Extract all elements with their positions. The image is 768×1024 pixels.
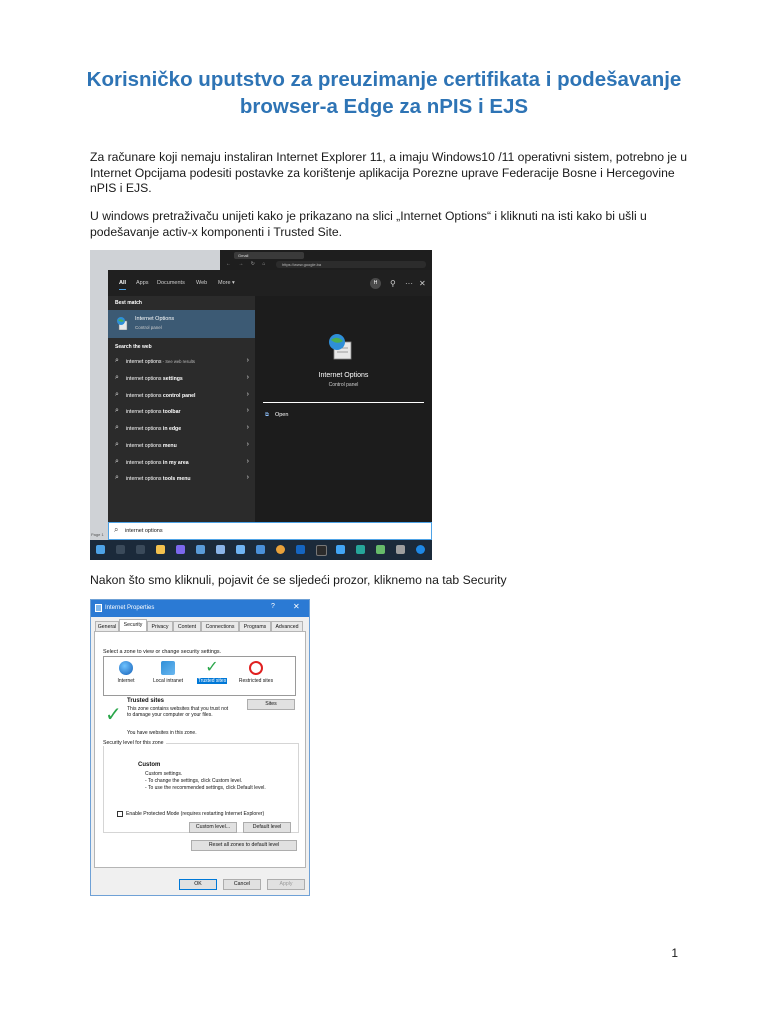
tab-more[interactable]: More ▾ bbox=[218, 280, 235, 286]
web-result-label: internet options in my area bbox=[126, 460, 189, 466]
zone-trusted-sites[interactable] bbox=[192, 661, 232, 684]
chevron-right-icon: › bbox=[246, 458, 249, 465]
tab-privacy[interactable]: Privacy bbox=[147, 621, 173, 631]
search-icon: ⌕ bbox=[114, 525, 119, 534]
task-view-icon[interactable] bbox=[136, 545, 145, 554]
internet-options-icon bbox=[116, 316, 128, 330]
close-icon[interactable]: ✕ bbox=[419, 279, 426, 288]
preview-divider bbox=[263, 402, 424, 403]
custom-line: - To use the recommended settings, click Default level. bbox=[145, 785, 266, 791]
zone-restricted-sites[interactable] bbox=[236, 661, 276, 684]
search-icon: ⌕ bbox=[115, 374, 119, 381]
web-result-item[interactable] bbox=[108, 371, 255, 387]
default-level-button[interactable]: Default level bbox=[243, 822, 291, 833]
instruction-paragraph: U windows pretraživaču unijeti kako je prikazano na slici „Internet Options“ i kliknuti na isti kako bi ušli u podešavanje activ-x komponenti i Trusted Site. bbox=[90, 209, 647, 239]
trusted-sites-description: This zone contains websites that you trust not to damage your computer or your files. bbox=[127, 706, 229, 718]
protected-mode-checkbox[interactable] bbox=[117, 811, 123, 817]
best-match-internet-options[interactable] bbox=[108, 310, 255, 338]
search-input[interactable] bbox=[108, 522, 432, 540]
trusted-sites-note: You have websites in this zone. bbox=[127, 730, 197, 736]
checkmark-icon: ✓ bbox=[105, 704, 122, 726]
search-icon: ⌕ bbox=[115, 424, 119, 431]
search-icon: ⌕ bbox=[115, 441, 119, 448]
search-query: internet options bbox=[125, 528, 163, 534]
web-result-label: internet options control panel bbox=[126, 393, 196, 399]
word-icon[interactable] bbox=[256, 545, 265, 554]
dialog-titlebar bbox=[91, 600, 309, 617]
chevron-right-icon: › bbox=[246, 391, 249, 398]
cancel-button[interactable]: Cancel bbox=[223, 879, 261, 890]
more-options-icon[interactable]: ··· bbox=[405, 279, 413, 288]
best-match-label: Best match bbox=[115, 300, 142, 306]
title-line-2: browser-a Edge za nPIS i EJS bbox=[239, 95, 529, 118]
close-button[interactable]: ✕ bbox=[293, 602, 300, 611]
search-scope-tabs bbox=[108, 270, 432, 296]
zone-prompt: Select a zone to view or change security settings. bbox=[103, 649, 222, 655]
sites-button[interactable]: Sites bbox=[247, 699, 295, 710]
browser-tab[interactable]: Gmail bbox=[234, 252, 304, 259]
apply-button[interactable]: Apply bbox=[267, 879, 305, 890]
page-number: 1 bbox=[671, 946, 678, 960]
ok-button[interactable]: OK bbox=[179, 879, 217, 890]
web-result-label: internet options toolbar bbox=[126, 409, 181, 415]
app-icon[interactable] bbox=[356, 545, 365, 554]
open-icon: ⧉ bbox=[265, 412, 269, 418]
result-preview bbox=[255, 296, 432, 522]
browser-nav-icons[interactable]: ← → ↻ ⌂ bbox=[226, 261, 269, 267]
chevron-right-icon: › bbox=[246, 407, 249, 414]
trusted-sites-title: Trusted sites bbox=[127, 698, 165, 704]
search-icon: ⌕ bbox=[115, 474, 119, 481]
web-result-item[interactable] bbox=[108, 354, 255, 370]
web-result-label: internet options menu bbox=[126, 443, 177, 449]
web-result-label: internet options - See web results bbox=[126, 359, 195, 365]
taskbar bbox=[90, 540, 432, 560]
protected-mode-label: Enable Protected Mode (requires restarting Internet Explorer) bbox=[126, 811, 265, 817]
tab-web[interactable]: Web bbox=[196, 280, 208, 286]
search-web-label: Search the web bbox=[115, 344, 152, 350]
web-result-item[interactable] bbox=[108, 471, 255, 487]
settings-icon[interactable] bbox=[396, 545, 405, 554]
security-tab-paragraph: Nakon što smo kliknuli, pojavit će se sljedeći prozor, kliknemo na tab Security bbox=[90, 573, 507, 587]
chevron-right-icon: › bbox=[246, 374, 249, 381]
help-button[interactable]: ? bbox=[271, 603, 275, 610]
tab-general[interactable]: General bbox=[95, 621, 119, 631]
zone-label: Internet bbox=[117, 678, 135, 684]
web-result-item[interactable] bbox=[108, 455, 255, 471]
web-result-label: internet options tools menu bbox=[126, 476, 191, 482]
best-match-title: Internet Options bbox=[135, 316, 175, 322]
teams-icon[interactable] bbox=[176, 545, 185, 554]
tab-programs[interactable]: Programs bbox=[239, 621, 271, 631]
address-bar[interactable]: https://www.google.ba bbox=[276, 261, 426, 268]
globe-icon bbox=[119, 661, 133, 675]
tab-apps[interactable]: Apps bbox=[136, 280, 149, 286]
custom-line: - To change the settings, click Custom level. bbox=[145, 778, 243, 784]
search-icon: ⌕ bbox=[115, 458, 119, 465]
internet-options-icon bbox=[95, 604, 102, 612]
results-list bbox=[108, 296, 255, 522]
outlook-icon[interactable] bbox=[296, 545, 305, 554]
zone-label: Local intranet bbox=[152, 678, 184, 684]
edge-icon[interactable] bbox=[416, 545, 425, 554]
security-level-label: Security level for this zone bbox=[103, 740, 164, 746]
preview-title: Internet Options bbox=[318, 372, 369, 379]
app-icon[interactable] bbox=[216, 545, 225, 554]
chevron-right-icon: › bbox=[246, 424, 249, 431]
zone-internet[interactable] bbox=[106, 661, 146, 684]
intro-paragraph: Za računare koji nemaju instaliran Internet Explorer 11, a imaju Windows10 /11 operativni sistem, potrebno je u Internet Opcijama podesiti postavke za korištenje aplikacija Porezne uprave Federacije Bosne i Hercegovine nPIS i EJS. bbox=[90, 150, 688, 195]
calculator-icon[interactable] bbox=[196, 545, 205, 554]
custom-line: Custom settings. bbox=[145, 771, 183, 777]
web-result-item[interactable] bbox=[108, 421, 255, 437]
tab-advanced[interactable]: Advanced bbox=[271, 621, 303, 631]
search-icon[interactable] bbox=[116, 545, 125, 554]
open-label: Open bbox=[274, 412, 289, 418]
security-tab-panel bbox=[94, 631, 306, 868]
open-action[interactable] bbox=[265, 412, 288, 419]
avatar[interactable]: H bbox=[370, 278, 381, 289]
tab-content[interactable]: Content bbox=[173, 621, 201, 631]
web-result-label: internet options settings bbox=[126, 376, 183, 382]
custom-level-title: Custom bbox=[138, 762, 161, 768]
edge-browser-bar bbox=[220, 250, 432, 270]
dialog-title: Internet Properties bbox=[105, 605, 155, 611]
preview-subtitle: Control panel bbox=[328, 382, 359, 388]
chevron-right-icon: › bbox=[246, 474, 249, 481]
title-line-1: Korisničko uputstvo za preuzimanje certifikata i podešavanje bbox=[86, 68, 682, 91]
app-icon[interactable] bbox=[376, 545, 385, 554]
intranet-icon bbox=[161, 661, 175, 675]
best-match-subtitle: Control panel bbox=[135, 325, 162, 330]
feedback-icon[interactable]: ⚲ bbox=[390, 279, 396, 288]
firefox-icon[interactable] bbox=[276, 545, 285, 554]
tab-connections[interactable]: Connections bbox=[201, 621, 239, 631]
page-tag: Page 1 bbox=[91, 532, 104, 537]
document-title bbox=[60, 66, 708, 120]
zone-local-intranet[interactable] bbox=[148, 661, 188, 684]
restricted-icon bbox=[249, 661, 263, 675]
terminal-icon[interactable] bbox=[316, 545, 327, 556]
web-result-label: internet options in edge bbox=[126, 426, 182, 432]
search-icon: ⌕ bbox=[115, 407, 119, 414]
web-result-item[interactable] bbox=[108, 404, 255, 420]
start-icon[interactable] bbox=[96, 545, 105, 554]
search-panel bbox=[108, 270, 432, 522]
checkmark-icon: ✓ bbox=[205, 659, 219, 676]
dialog-footer bbox=[91, 870, 309, 896]
internet-options-icon bbox=[327, 332, 353, 360]
chevron-right-icon: › bbox=[246, 441, 249, 448]
store-icon[interactable] bbox=[336, 545, 345, 554]
tab-documents[interactable]: Documents bbox=[157, 280, 185, 286]
reset-all-zones-button[interactable]: Reset all zones to default level bbox=[191, 840, 297, 851]
chevron-right-icon: › bbox=[246, 357, 249, 364]
web-result-item[interactable] bbox=[108, 438, 255, 454]
internet-properties-dialog bbox=[90, 599, 310, 896]
web-result-item[interactable] bbox=[108, 388, 255, 404]
windows-search-screenshot bbox=[90, 250, 432, 560]
search-icon: ⌕ bbox=[115, 357, 119, 364]
tab-all[interactable]: All bbox=[119, 280, 127, 286]
zone-label: Trusted sites bbox=[197, 678, 227, 684]
zone-list bbox=[103, 656, 296, 696]
tab-security[interactable]: Security bbox=[119, 619, 147, 632]
custom-level-button[interactable]: Custom level... bbox=[189, 822, 237, 833]
search-icon: ⌕ bbox=[115, 391, 119, 398]
paint-icon[interactable] bbox=[236, 545, 245, 554]
file-explorer-icon[interactable] bbox=[156, 545, 165, 554]
zone-label: Restricted sites bbox=[238, 678, 274, 684]
